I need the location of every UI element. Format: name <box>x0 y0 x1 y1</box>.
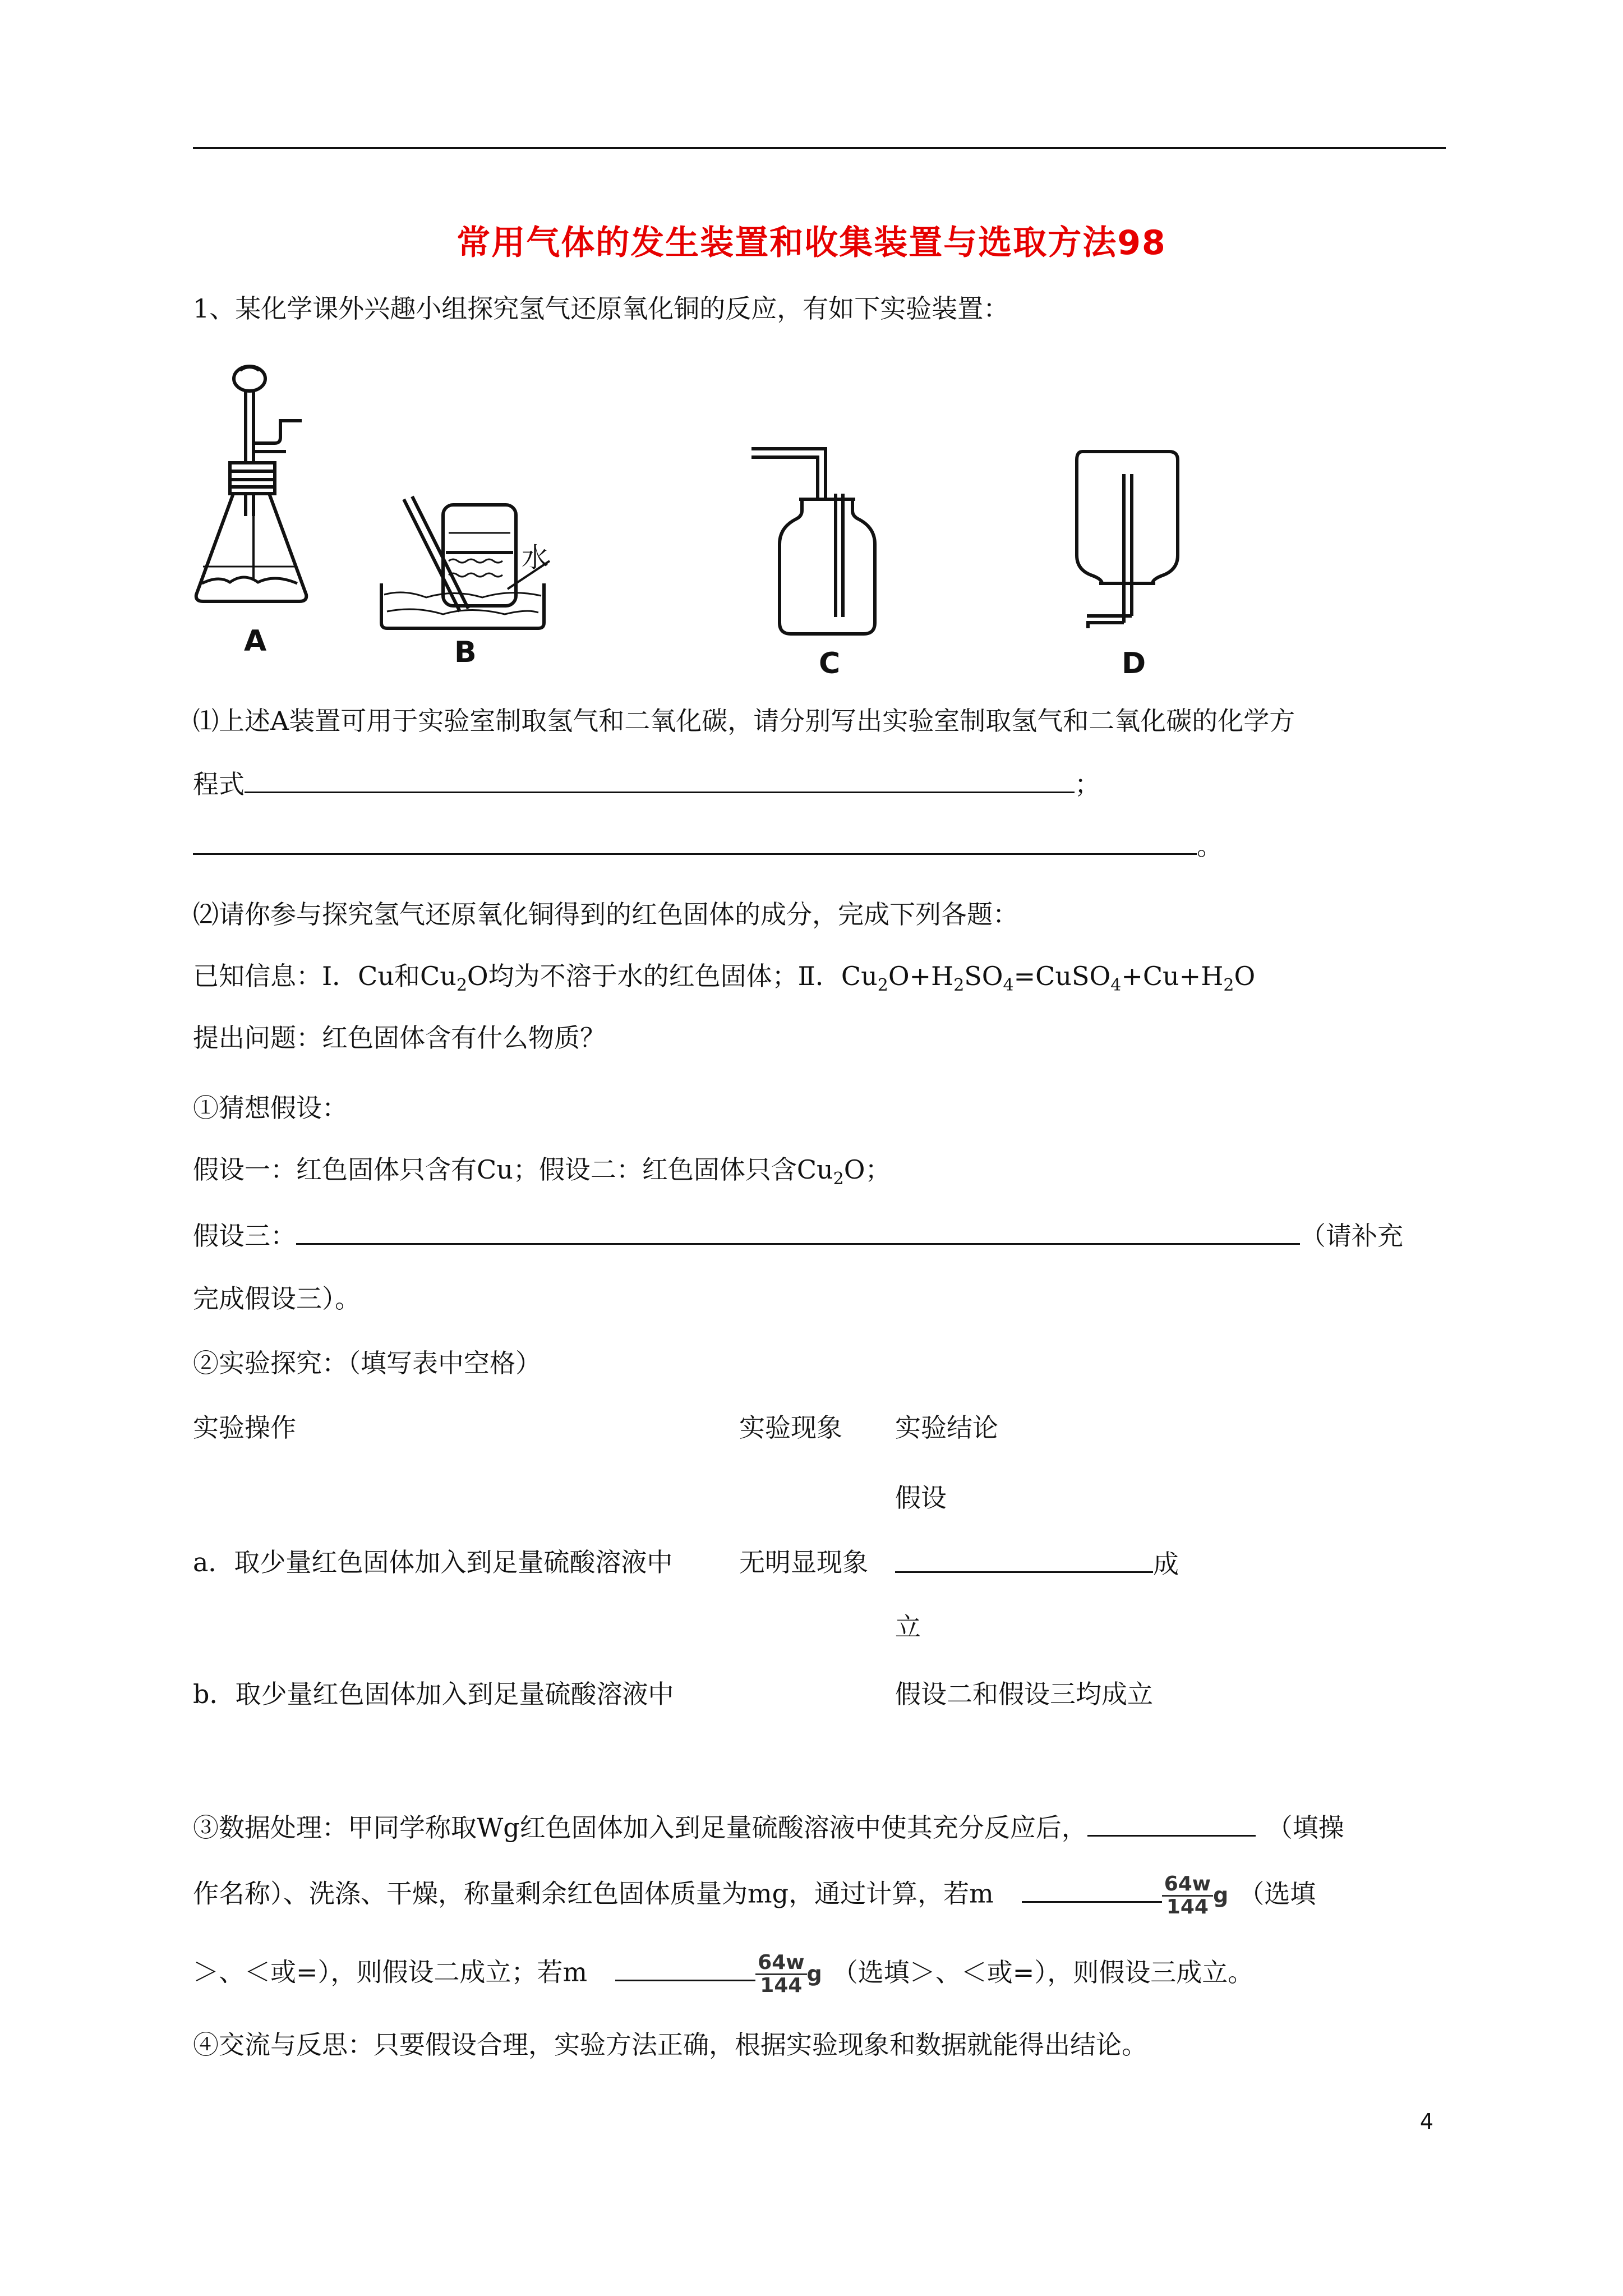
data-processing-line-3: ＞、＜或=），则假设二成立；若m $\frac{64w}{144}$ g （选填＞、＜或=），则假设三成立。 <box>193 1951 1254 1997</box>
header-rule <box>193 147 1446 149</box>
hypothesis-title: ①猜想假设： <box>193 1093 348 1123</box>
answer-blank-operation-name[interactable] <box>1087 1809 1256 1837</box>
row-a-conclusion: 成 <box>895 1545 1179 1581</box>
water-label: 水 <box>522 542 549 573</box>
figure-label-a: A <box>244 624 267 658</box>
answer-blank-compare-2[interactable] <box>615 1954 755 1981</box>
apparatus-d-inverted-bottle <box>1077 452 1178 628</box>
equation-label: 程式 <box>193 769 245 799</box>
row-a-conclusion-prefix: 假设 <box>895 1483 947 1513</box>
hypothesis-three-continued: 完成假设三）。 <box>193 1283 361 1314</box>
punctuation: ； <box>1075 769 1100 799</box>
table-header-conclusion: 实验结论 <box>895 1412 998 1443</box>
problem-statement: 提出问题：红色固体含有什么物质？ <box>193 1023 606 1053</box>
answer-blank-compare-1[interactable] <box>1022 1875 1162 1903</box>
figure-label-d: D <box>1122 647 1146 679</box>
answer-blank-equation-2[interactable] <box>193 827 1197 855</box>
experiment-title: ②实验探究：（填写表中空格） <box>193 1348 541 1378</box>
punctuation: 。 <box>1197 831 1223 861</box>
known-information: 已知信息：Ⅰ．Cu和$Cu_2O$均为不溶于水的红色固体；Ⅱ．$Cu_2O+H_2SO_4=CuSO_4+Cu+H_2O$ <box>193 961 1256 996</box>
hypothesis-one-two: 假设一：红色固体只含有Cu；假设二：红色固体只含$Cu_2O$； <box>193 1154 891 1189</box>
part-1-equation-line-2 <box>193 827 1223 863</box>
answer-blank-equation-1[interactable] <box>245 766 1075 793</box>
page-title: 常用气体的发生装置和收集装置与选取方法98 <box>457 223 1166 263</box>
fraction-64w-144: $\frac{64w}{144}$ <box>755 1952 806 1996</box>
question-1-intro: 1、某化学课外兴趣小组探究氢气还原氧化铜的反应，有如下实验装置： <box>193 293 1009 324</box>
data-processing-line-2: 作名称）、洗涤、干燥，称量剩余红色固体质量为mg，通过计算，若m $\frac{64w}{144}$ g （选填 <box>193 1872 1316 1918</box>
table-header-operation: 实验操作 <box>193 1412 296 1443</box>
fraction-64w-144: $\frac{64w}{144}$ <box>1162 1874 1213 1918</box>
answer-blank-hypothesis-3[interactable] <box>296 1217 1300 1245</box>
answer-blank-row-a[interactable] <box>895 1545 1153 1573</box>
apparatus-figures <box>191 359 1301 679</box>
part-1-question: ⑴上述A装置可用于实验室制取氢气和二氧化碳，请分别写出实验室制取氢气和二氧化碳的化学方 <box>193 706 1295 736</box>
apparatus-c-gas-bottle <box>751 449 875 634</box>
part-2-question: ⑵请你参与探究氢气还原氧化铜得到的红色固体的成分，完成下列各题： <box>193 899 1018 930</box>
data-processing-line-1: ③数据处理：甲同学称取Wg红色固体加入到足量硫酸溶液中使其充分反应后， （填操 <box>193 1809 1344 1844</box>
row-a-operation: a．取少量红色固体加入到足量硫酸溶液中 <box>193 1547 673 1577</box>
apparatus-a-flask <box>196 366 307 601</box>
row-b-operation: b．取少量红色固体加入到足量硫酸溶液中 <box>193 1679 674 1709</box>
table-header-phenomenon: 实验现象 <box>739 1412 842 1443</box>
row-b-conclusion: 假设二和假设三均成立 <box>895 1679 1153 1709</box>
row-a-conclusion-suffix: 立 <box>895 1612 921 1642</box>
figure-label-b: B <box>454 636 477 669</box>
page-number: 4 <box>1419 2109 1433 2134</box>
row-a-phenomenon: 无明显现象 <box>739 1547 868 1577</box>
figure-label-c: C <box>819 647 841 679</box>
reflection: ④交流与反思：只要假设合理，实验方法正确，根据实验现象和数据就能得出结论。 <box>193 2030 1147 2060</box>
hypothesis-three: 假设三： （请补充 <box>193 1217 1403 1253</box>
part-1-equation-line-1 <box>193 766 1100 801</box>
